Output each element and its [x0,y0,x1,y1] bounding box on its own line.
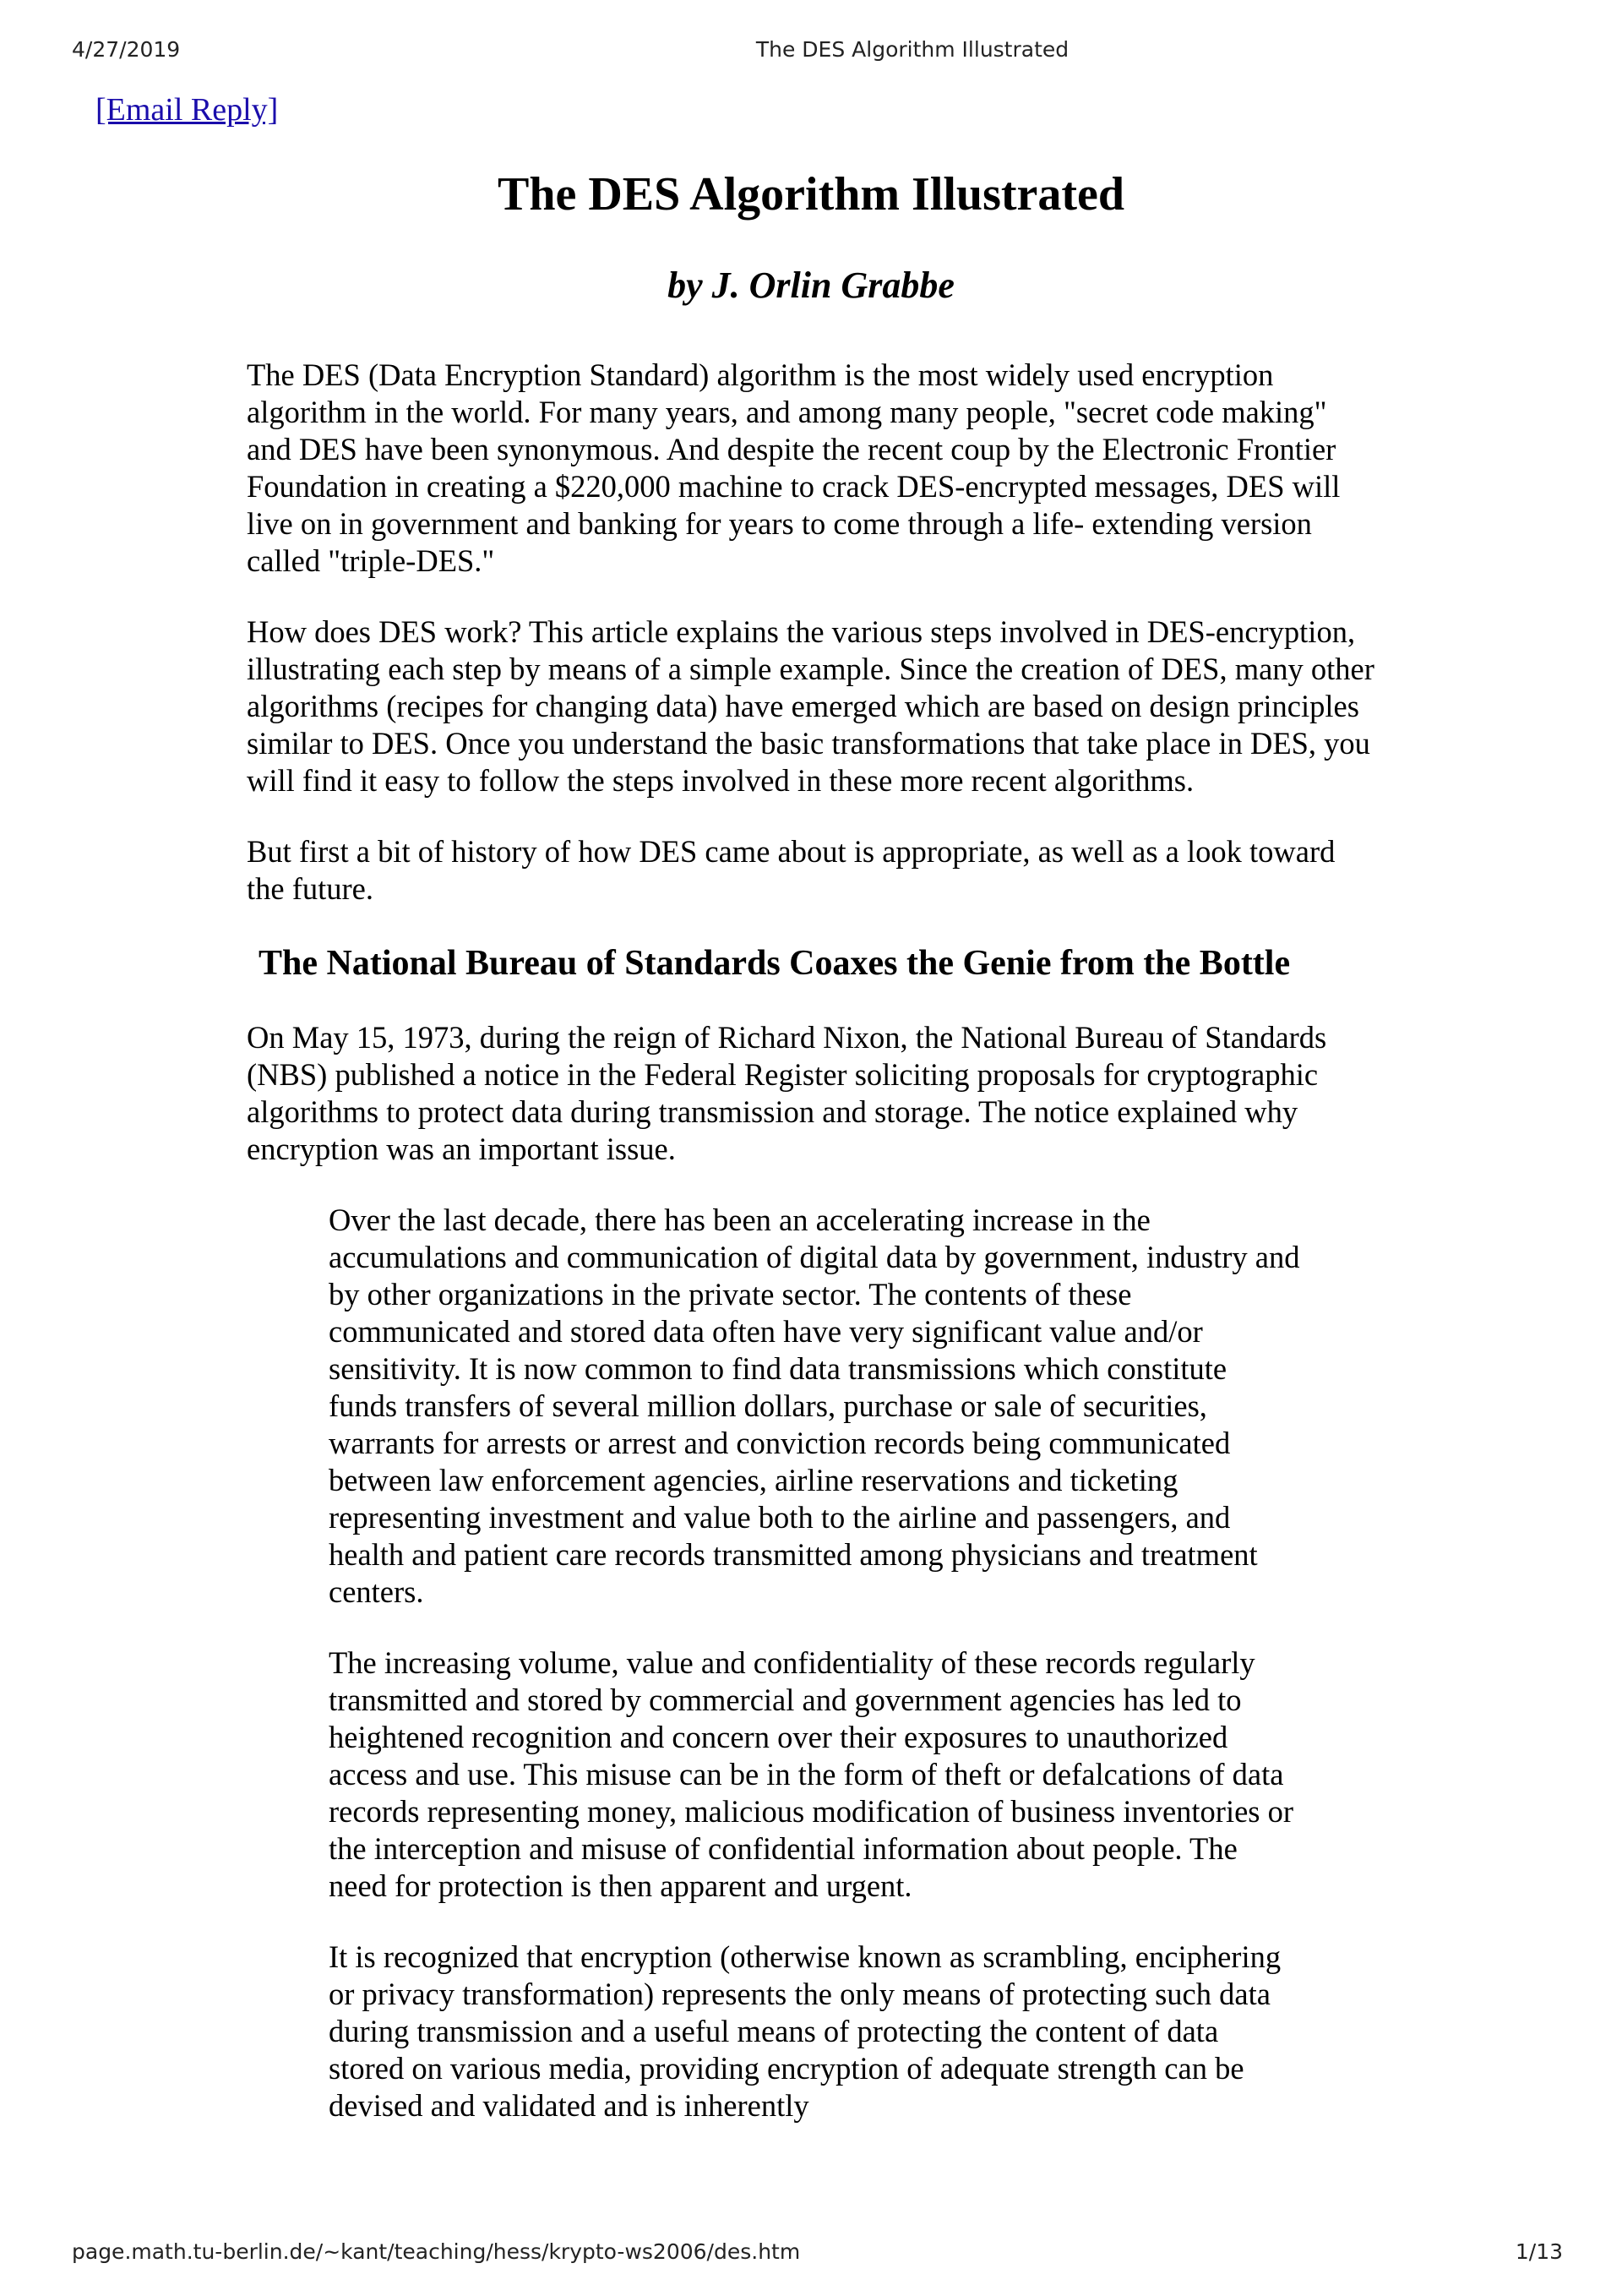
quote-paragraph: Over the last decade, there has been an accelerating increase in the accumulations and communication of digital data by government, industry and by other organizations in the private sector. The contents of these communicated and stored data often have very significant value and/or sensitivity. It is now common to find data transmissions which constitute funds transfers of several million dollars, purchase or sale of securities, warrants for arrests or arrest and conviction records being communicated between law enforcement agencies, airline reservations and ticketing representing investment and value both to the airline and passengers, and health and patient care records transmitted among physicians and treatment centers. [329,1203,1300,1609]
quote-paragraph: The increasing volume, value and confidentiality of these records regularly transmitted and stored by commercial and government agencies has led to heightened recognition and concern over their exposures to unauthorized access and use. This misuse can be in the form of theft or defalcations of data records representing money, malicious modification of business inventories or the interception and misuse of confidential information about people. The need for protection is then apparent and urgent. [329,1645,1294,1903]
section-heading: The National Bureau of Standards Coaxes the Genie from the Bottle [259,944,1291,983]
print-url: page.math.tu-berlin.de/~kant/teaching/hess/krypto-ws2006/des.htm [72,2239,801,2264]
email-reply-link[interactable]: [Email Reply] [95,92,279,128]
article-body [247,357,1379,2158]
print-page-title: The DES Algorithm Illustrated [755,37,1070,62]
nbs-notice-quote [329,1202,1300,2124]
intro-paragraph: How does DES work? This article explains the various steps involved in DES-encryption, illustrating each step by means of a simple example. Since the creation of DES, many other algorithms (recipes for changing data) have emerged which are based on design principles similar to DES. Once you understand the basic transformations that take place in DES, you will find it easy to follow the steps involved in these more recent algorithms. [247,614,1374,798]
quote-paragraph: It is recognized that encryption (otherwise known as scrambling, enciphering or privacy transformation) represents the only means of protecting such data during transmission and a useful means of protecting the content of data stored on various media, providing encryption of adequate strength can be devised and validated and is inherently [329,1939,1282,2123]
intro-paragraph: But first a bit of history of how DES came about is appropriate, as well as a look toward the future. [247,834,1336,906]
intro-paragraph: The DES (Data Encryption Standard) algorithm is the most widely used encryption algorithm in the world. For many years, and among many people, "secret code making" and DES have been synonymous. And despite the recent coup by the Electronic Frontier Foundation in creating a $220,000 machine to crack DES-encrypted messages, DES will live on in government and banking for years to come through a life- extending version called "triple-DES." [247,357,1341,578]
print-date: 4/27/2019 [72,37,181,62]
article-byline: by J. Orlin Grabbe [667,265,955,306]
section-paragraph: On May 15, 1973, during the reign of Richard Nixon, the National Bureau of Standards (NBS) published a notice in the Federal Register soliciting proposals for cryptographic algorithms to protect data during transmission and storage. The notice explained why encryption was an important issue. [247,1020,1327,1166]
page-number: 1/13 [1515,2239,1563,2264]
print-header [0,37,1622,68]
article-title: The DES Algorithm Illustrated [497,168,1125,221]
